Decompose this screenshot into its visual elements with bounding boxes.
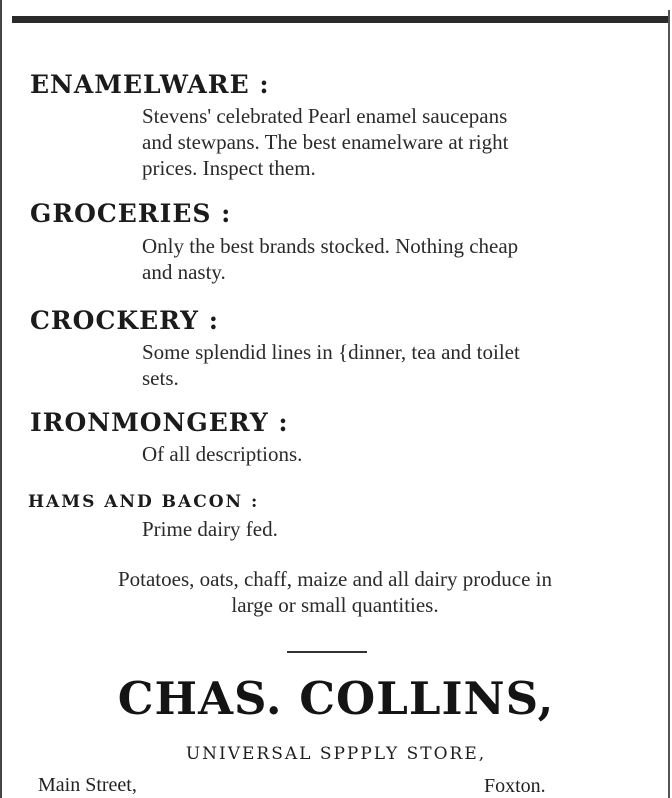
heading-crockery: CROCKERY :	[30, 306, 219, 335]
divider-rule	[287, 651, 367, 653]
text-line: prices. Inspect them.	[142, 156, 316, 180]
text-line: and stewpans. The best enamelware at right	[142, 130, 509, 154]
town-name: Foxton.	[484, 775, 546, 797]
store-name: UNIVERSAL SPPPLY STORE,	[185, 744, 487, 764]
merchant-name: CHAS. COLLINS,	[117, 672, 555, 725]
text-line: Only the best brands stocked. Nothing cheap	[142, 234, 519, 258]
street-address: Main Street,	[38, 774, 137, 796]
hams-description	[142, 516, 622, 542]
heading-groceries: GROCERIES :	[30, 199, 232, 228]
text-line: Of all descriptions.	[142, 442, 303, 466]
top-rule	[12, 16, 668, 23]
groceries-description	[142, 233, 622, 285]
text-line: Prime dairy fed.	[142, 517, 278, 541]
text-line: and nasty.	[142, 260, 226, 284]
text-line: Some splendid lines in {dinner, tea and toilet	[142, 340, 520, 364]
enamelware-description	[142, 103, 622, 181]
produce-line: Potatoes, oats, chaff, maize and all dairy produce in	[117, 567, 553, 591]
heading-hams-and-bacon: HAMS AND BACON :	[28, 492, 260, 512]
text-line: Stevens' celebrated Pearl enamel saucepans	[142, 104, 508, 128]
produce-line: large or small quantities.	[231, 593, 439, 617]
crockery-description	[142, 339, 622, 391]
heading-ironmongery: IRONMONGERY :	[30, 408, 289, 437]
heading-enamelware: ENAMELWARE :	[30, 70, 270, 99]
text-line: sets.	[142, 366, 179, 390]
produce-paragraph	[40, 566, 630, 618]
ironmongery-description	[142, 441, 622, 467]
